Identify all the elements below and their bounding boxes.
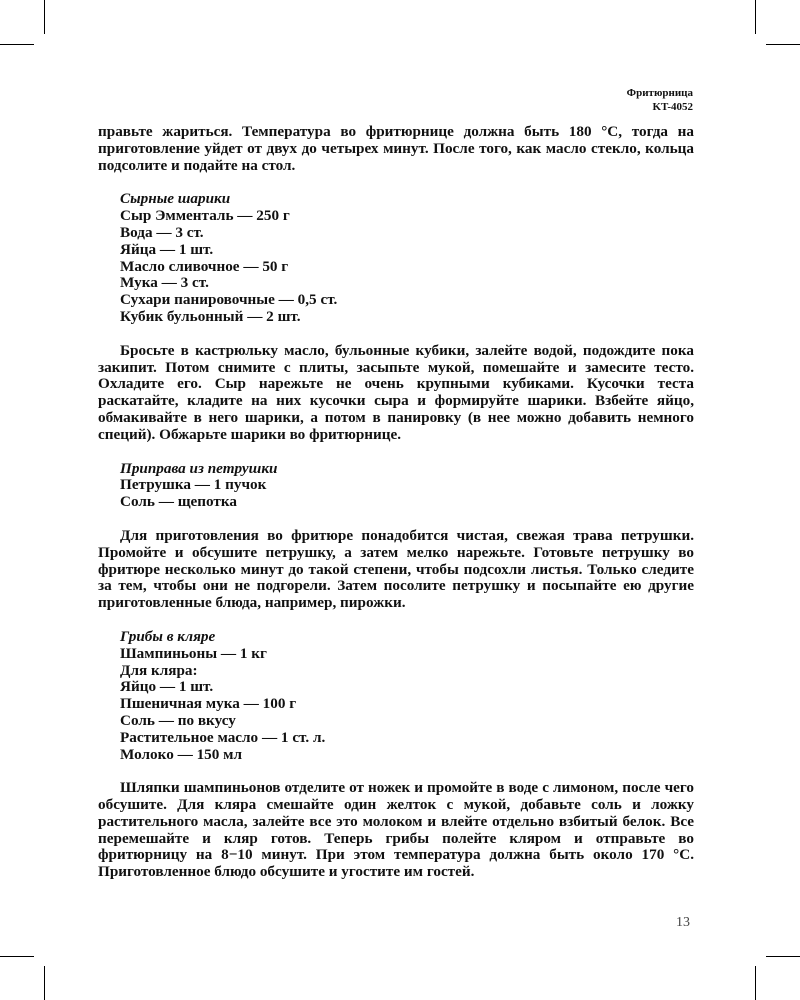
ingredient-line: Сухари панировочные — 0,5 ст. xyxy=(120,291,338,309)
header-model: KT-4052 xyxy=(652,101,693,113)
ingredient-line: Масло сливочное — 50 г xyxy=(120,257,289,275)
recipe-title: Приправа из петрушки xyxy=(120,459,278,477)
recipe-title: Сырные шарики xyxy=(120,190,231,208)
ingredient-line: Шампиньоны — 1 кг xyxy=(120,644,267,662)
ingredient-line: Молоко — 150 мл xyxy=(120,745,243,763)
ingredient-line: Соль — по вкусу xyxy=(120,711,236,729)
running-header xyxy=(627,86,693,114)
crop-mark xyxy=(0,956,34,957)
intro-paragraph: правьте жариться. Температура во фритюрнице должна быть 180 °C, тогда на приготовление уйдет от двух до четырех минут. После того, как масло стекло, кольца подсолите и подайте на стол. xyxy=(98,123,694,174)
crop-mark xyxy=(44,966,45,1000)
ingredient-line: Кубик бульонный — 2 шт. xyxy=(120,307,301,325)
ingredient-line: Яйца — 1 шт. xyxy=(120,240,214,258)
ingredient-line: Растительное масло — 1 ст. л. xyxy=(120,728,326,746)
recipe-block xyxy=(120,191,694,325)
page-content xyxy=(98,124,694,881)
method-paragraph: Для приготовления во фритюре понадобится чистая, свежая трава петрушки. Промойте и обсушите петрушку, а затем мелко нарежьте. Готовьте петрушку во фритюре несколько минут до такой степени, чтобы подсохли листья. Только следите за тем, чтобы они не подгорели. Затем посолите петрушку и посыпайте ею другие приготовленные блюда, например, пирожки. xyxy=(98,526,694,612)
ingredient-line: Сыр Эмменталь — 250 г xyxy=(120,207,290,225)
crop-mark xyxy=(766,44,800,45)
crop-mark xyxy=(755,966,756,1000)
crop-mark xyxy=(755,0,756,34)
page-number: 13 xyxy=(676,915,690,930)
ingredient-line: Мука — 3 ст. xyxy=(120,274,209,292)
ingredient-line: Яйцо — 1 шт. xyxy=(120,678,214,696)
ingredient-line: Пшеничная мука — 100 г xyxy=(120,695,297,713)
crop-mark xyxy=(0,44,34,45)
ingredient-line: Вода — 3 ст. xyxy=(120,223,204,241)
header-title: Фритюрница xyxy=(626,87,693,99)
recipe-title: Грибы в кляре xyxy=(120,627,216,645)
recipe-block xyxy=(120,461,694,511)
crop-mark xyxy=(44,0,45,34)
ingredient-line: Соль — щепотка xyxy=(120,493,237,511)
crop-mark xyxy=(766,956,800,957)
method-paragraph: Шляпки шампиньонов отделите от ножек и промойте в воде с лимоном, после чего обсушите. Для кляра смешайте один желток с мукой, добавьте соль и ложку растительного масла, залейте все это молоком и влейте отдельно взбитый белок. Все перемешайте и кляр готов. Теперь грибы полейте кляром и отправьте во фритюрницу на 8−10 минут. При этом температура должна быть около 170 °C. Приготовленное блюдо обсушите и угостите им гостей. xyxy=(98,779,694,881)
recipe-block xyxy=(120,629,694,763)
ingredient-line: Для кляра: xyxy=(120,661,198,679)
ingredient-line: Петрушка — 1 пучок xyxy=(120,476,267,494)
method-paragraph: Бросьте в кастрюльку масло, бульонные кубики, залейте водой, подождите пока закипит. Потом снимите с плиты, засыпьте мукой, помешайте и замесите тесто. Охладите его. Сыр нарежьте не очень крупными кубиками. Кусочки теста раскатайте, кладите на них кусочки сыра и формируйте шарики. Взбейте яйцо, обмакивайте в него шарики, а потом в панировку (в нее можно добавить немного специй). Обжарьте шарики во фритюрнице. xyxy=(98,341,694,443)
